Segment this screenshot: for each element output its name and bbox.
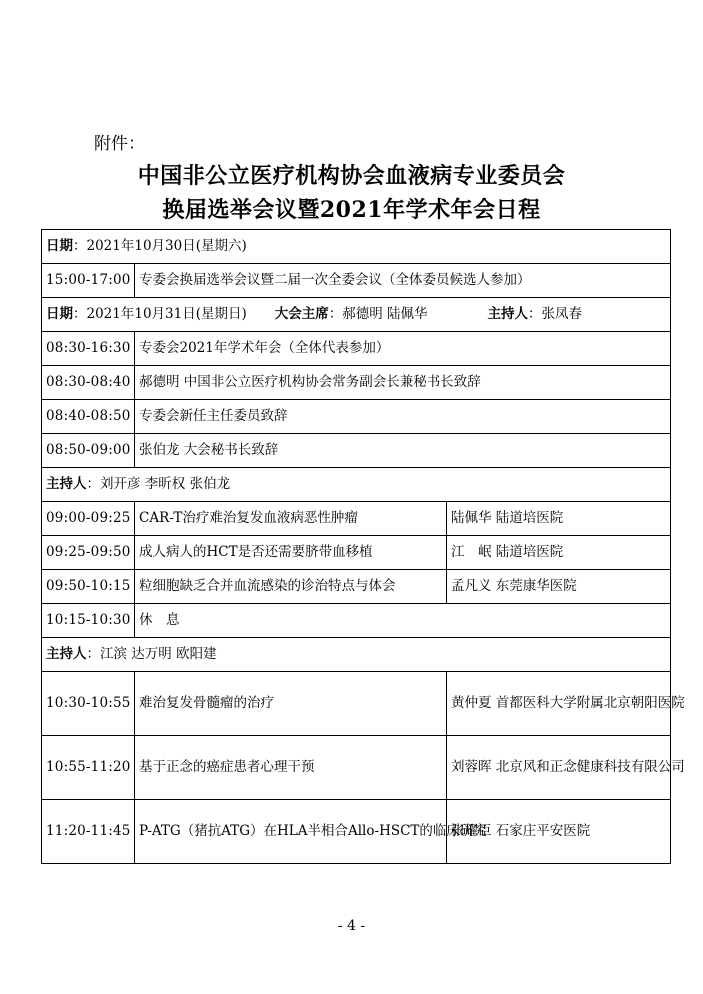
session-time: 15:00-17:00 [42,264,135,298]
talk-time: 09:00-09:25 [42,502,135,536]
date-row-day1 [42,230,671,264]
session-time: 08:30-16:30 [42,332,135,366]
talk-speaker: 江 岷 陆道培医院 [447,536,671,570]
session-description: 专委会新任主任委员致辞 [135,400,671,434]
talk-time: 11:20-11:45 [42,800,135,864]
page-number: - 4 - [337,918,366,934]
schedule-table [41,229,685,864]
talk-speaker: 陆佩华 陆道培医院 [447,502,671,536]
talk-time: 10:55-11:20 [42,736,135,800]
talk-row [42,736,671,800]
session-description: 专委会2021年学术年会（全体代表参加） [135,332,671,366]
session-row [42,332,671,366]
host-row-block2 [42,638,671,672]
date-value: ：2021年10月30日(星期六) [73,238,247,254]
host-value: ：江滨 达万明 欧阳建 [86,646,217,662]
talk-time: 09:25-09:50 [42,536,135,570]
break-label: 休 息 [135,604,671,638]
talk-topic: 成人病人的HCT是否还需要脐带血移植 [135,536,447,570]
talk-row [42,502,671,536]
host-value: ：刘开彦 李昕权 张伯龙 [86,476,231,492]
talk-topic: CAR-T治疗难治复发血液病恶性肿瘤 [135,502,447,536]
session-time: 08:50-09:00 [42,434,135,468]
document-title-line1: 中国非公立医疗机构协会血液病专业委员会 [137,163,566,189]
host-value: ：张凤春 [528,306,583,322]
talk-row [42,800,671,864]
session-row [42,366,671,400]
session-row [42,264,671,298]
date-label: 日期 [46,306,73,322]
talk-topic: 难治复发骨髓瘤的治疗 [135,672,447,736]
chair-value: ：郝德明 陆佩华 [328,306,428,322]
date-value: ：2021年10月31日(星期日) [73,306,247,322]
host-label: 主持人 [487,306,529,322]
talk-topic: 基于正念的癌症患者心理干预 [135,736,447,800]
talk-speaker: 孟凡义 东莞康华医院 [447,570,671,604]
chair-label: 大会主席 [274,306,329,322]
break-row [42,604,671,638]
date-row-day2 [42,298,671,332]
session-row [42,434,671,468]
talk-topic: P-ATG（猪抗ATG）在HLA半相合Allo-HSCT的临床研究 [135,800,447,864]
session-time: 08:40-08:50 [42,400,135,434]
talk-speaker: 张耀臣 石家庄平安医院 [447,800,671,864]
talk-row [42,536,671,570]
session-description: 张伯龙 大会秘书长致辞 [135,434,671,468]
session-description: 郝德明 中国非公立医疗机构协会常务副会长兼秘书长致辞 [135,366,671,400]
talk-speaker: 黄仲夏 首都医科大学附属北京朝阳医院 [447,672,671,736]
talk-topic: 粒细胞缺乏合并血流感染的诊治特点与体会 [135,570,447,604]
session-description: 专委会换届选举会议暨二届一次全委会议（全体委员候选人参加） [135,264,671,298]
talk-row [42,570,671,604]
host-label: 主持人 [46,476,87,492]
host-row-block1 [42,468,671,502]
talk-time: 09:50-10:15 [42,570,135,604]
document-title-line2: 换届选举会议暨2021年学术年会日程 [162,197,541,223]
date-label: 日期 [46,238,73,254]
host-label: 主持人 [46,646,87,662]
talk-row [42,672,671,736]
session-time: 08:30-08:40 [42,366,135,400]
talk-time: 10:30-10:55 [42,672,135,736]
break-time: 10:15-10:30 [42,604,135,638]
session-row [42,400,671,434]
attachment-label: 附件： [94,134,145,154]
talk-speaker: 刘蓉晖 北京风和正念健康科技有限公司 [447,736,671,800]
